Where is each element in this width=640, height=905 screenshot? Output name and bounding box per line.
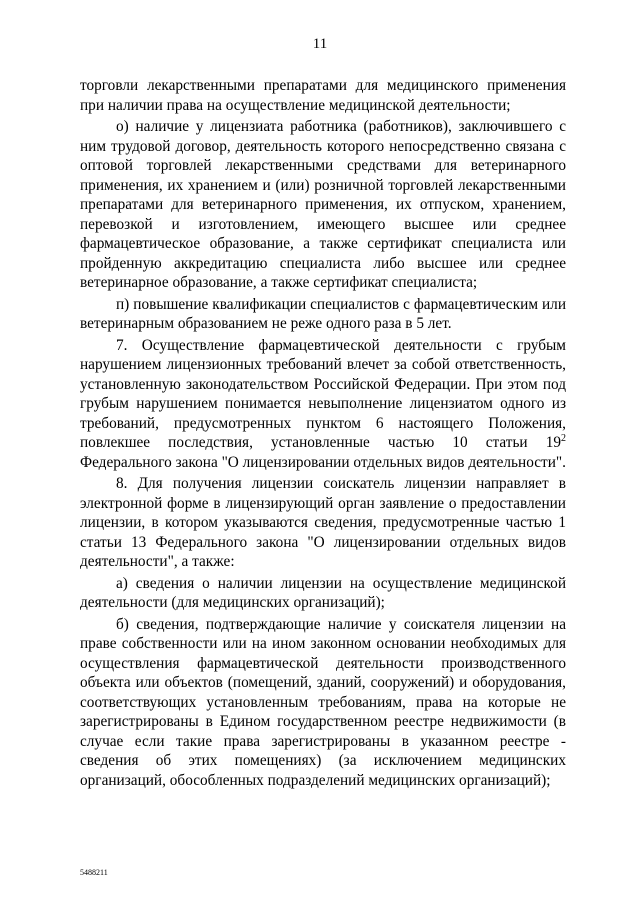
document-code: 5488211 xyxy=(80,868,108,877)
paragraph-o: о) наличие у лицензиата работника (работников), заключившего с ним трудовой договор, деятельность которого непосредственно связана с оптовой торговлей лекарственными средствами для ветеринарного применения, их хранением и (или) розничной торговлей лекарственными препаратами для ветеринарного применения, их отпуском, хранением, перевозкой и изготовлением, имеющего высшее или среднее фармацевтическое образование, а также сертификат специалиста или пройденную аккредитацию специалиста либо высшее или среднее ветеринарное образование, а также сертификат специалиста; xyxy=(80,118,566,291)
paragraph-p: п) повышение квалификации специалистов с фармацевтическим или ветеринарным образованием не реже одного раза в 5 лет. xyxy=(80,295,566,332)
document-body xyxy=(80,76,566,792)
paragraph-8: 8. Для получения лицензии соискатель лицензии направляет в электронной форме в лицензирующий орган заявление о предоставлении лицензии, в котором указываются сведения, предусмотренные частью 1 статьи 13 Федерального закона "О лицензировании отдельных видов деятельности", а также: xyxy=(80,475,566,570)
paragraph-7-tail: Федерального закона "О лицензировании отдельных видов деятельности". xyxy=(80,453,566,471)
paragraph-continuation: торговли лекарственными препаратами для медицинского применения при наличии права на осуществление медицинской деятельности; xyxy=(80,77,566,114)
paragraph-7-text: 7. Осуществление фармацевтической деятельности с грубым нарушением лицензионных требований влечет за собой ответственность, установленную законодательством Российской Федерации. При этом под грубым нарушением понимается невыполнение лицензиатом одного из требований, предусмотренных пунктом 6 настоящего Положения, повлекшее последствия, установленные частью 10 статьи 19 xyxy=(80,336,566,451)
paragraph-b: б) сведения, подтверждающие наличие у соискателя лицензии на праве собственности или на ином законном основании необходимых для осуществления фармацевтической деятельности производственного объекта или объектов (помещений, зданий, сооружений) и оборудования, соответствующих установленным требованиям, права на которые не зарегистрированы в Едином государственном реестре недвижимости (в случае если такие права зарегистрированы в указанном реестре - сведения об этих помещениях) (за исключением медицинских организаций, обособленных подразделений медицинских организаций); xyxy=(80,615,566,789)
paragraph-a: а) сведения о наличии лицензии на осуществление медицинской деятельности (для медицинских организаций); xyxy=(80,574,566,611)
superscript: 2 xyxy=(561,433,566,444)
paragraph-7 xyxy=(80,336,566,473)
page-number: 11 xyxy=(312,36,328,52)
